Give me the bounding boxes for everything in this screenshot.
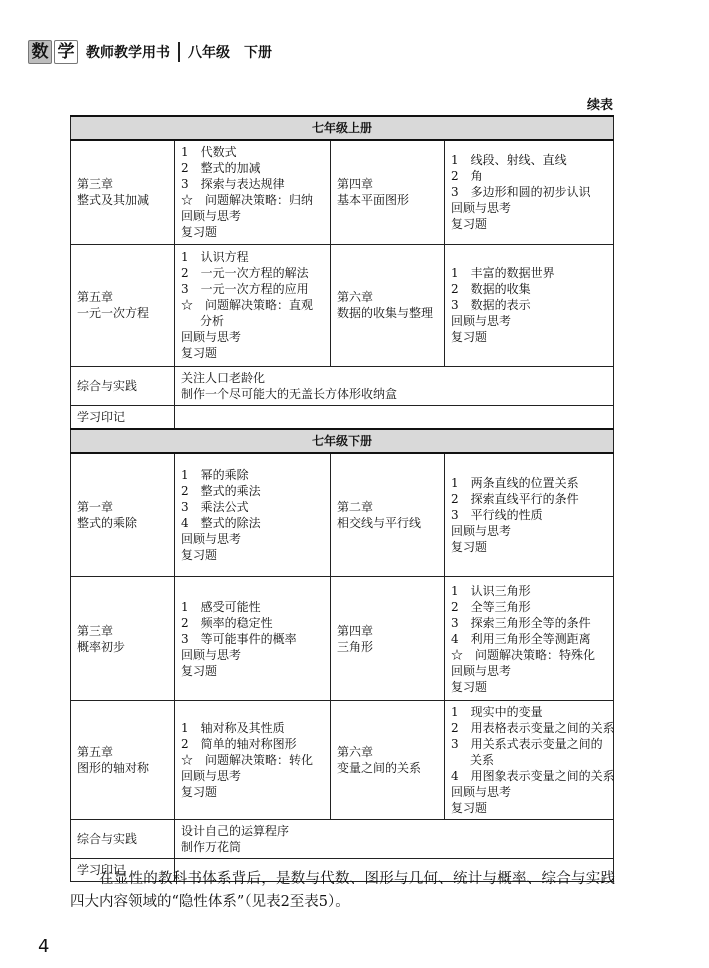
topic-item: 2 全等三角形	[451, 599, 531, 614]
topic-item: ☆ 问题解决策略：归纳	[181, 193, 314, 208]
topic-item: 3 数据的表示	[451, 298, 531, 312]
header-divider	[178, 42, 180, 62]
chapter-row	[71, 577, 614, 701]
practice-item: 制作万花筒	[181, 840, 242, 854]
topic-item: 回顾与思考	[181, 531, 242, 546]
chapter-name: 三角形	[337, 639, 374, 654]
topic-item: 1 认识方程	[181, 250, 249, 264]
chapter-name: 概率初步	[77, 639, 126, 654]
chapter-cell	[71, 244, 175, 366]
chapter-name: 整式的乘除	[77, 515, 138, 530]
topic-item: 1 两条直线的位置关系	[451, 475, 579, 490]
topic-item: 2 数据的收集	[451, 282, 531, 296]
body-paragraph: 在显性的教科书体系背后，是数与代数、图形与几何、统计与概率、综合与实践四大内容领域的“隐性体系”（见表2至表5）。	[70, 871, 615, 910]
topic-item: 1 代数式	[181, 145, 237, 160]
imprint-row	[71, 405, 614, 429]
running-header	[28, 38, 272, 66]
topic-item: 回顾与思考	[181, 330, 242, 344]
chapter-number: 第五章	[77, 745, 114, 759]
topic-item: 3 用关系式表示变量之间的	[451, 737, 603, 751]
chapter-row	[71, 140, 614, 244]
continued-label: 续表	[586, 98, 613, 113]
chapter-cell	[71, 453, 175, 577]
topic-item: 复习题	[451, 330, 488, 344]
chapter-number: 第一章	[77, 499, 114, 514]
chapter-number: 第五章	[77, 290, 114, 304]
chapter-number: 第三章	[77, 623, 114, 638]
practice-label: 综合与实践	[71, 820, 175, 859]
imprint-label: 学习印记	[71, 405, 175, 429]
chapter-name: 一元一次方程	[77, 306, 150, 320]
practice-item: 设计自己的运算程序	[181, 824, 290, 838]
topic-item: 回顾与思考	[181, 769, 242, 783]
topic-item: 3 一元一次方程的应用	[181, 282, 309, 296]
topic-item: 关系	[470, 753, 495, 767]
topic-list	[175, 701, 331, 820]
chapter-name: 图形的轴对称	[77, 761, 150, 775]
chapter-name: 整式及其加减	[77, 193, 150, 208]
topic-item: 1 幂的乘除	[181, 467, 249, 482]
chapter-row	[71, 244, 614, 366]
topic-item: 3 乘法公式	[181, 499, 249, 514]
chapter-cell	[71, 577, 175, 701]
topic-item: 回顾与思考	[451, 201, 512, 216]
topic-item: 回顾与思考	[451, 785, 512, 799]
practice-items	[175, 366, 614, 405]
topic-item: 1 轴对称及其性质	[181, 721, 285, 735]
topic-item: 1 感受可能性	[181, 599, 261, 614]
topic-item: 3 探索三角形全等的条件	[451, 615, 591, 630]
chapter-name: 基本平面图形	[337, 193, 410, 208]
topic-item: 4 整式的除法	[181, 515, 261, 530]
topic-item: 3 多边形和圆的初步认识	[451, 185, 591, 200]
chapter-name: 数据的收集与整理	[337, 306, 434, 320]
syllabus-table	[70, 115, 614, 882]
topic-item: ☆ 问题解决策略：转化	[181, 753, 314, 767]
topic-item: 2 整式的乘法	[181, 483, 261, 498]
topic-list	[445, 244, 614, 366]
topic-item: 分析	[200, 314, 225, 328]
topic-list	[445, 453, 614, 577]
chapter-name: 变量之间的关系	[337, 761, 422, 775]
topic-item: 3 平行线的性质	[451, 507, 543, 522]
chapter-number: 第四章	[337, 623, 374, 638]
topic-item: 复习题	[181, 346, 218, 360]
topic-item: ☆ 问题解决策略：特殊化	[451, 647, 596, 662]
chapter-row	[71, 701, 614, 820]
topic-item: 4 用图象表示变量之间的关系	[451, 769, 615, 783]
practice-row	[71, 820, 614, 859]
topic-item: 复习题	[181, 785, 218, 799]
book-title: 教师教学用书	[86, 45, 170, 61]
topic-item: 复习题	[181, 225, 218, 240]
topic-list	[175, 577, 331, 701]
topic-item: 1 认识三角形	[451, 583, 531, 598]
chapter-cell	[331, 701, 445, 820]
practice-item: 关注人口老龄化	[181, 370, 266, 385]
chapter-cell	[71, 701, 175, 820]
logo-char-1: 数	[28, 40, 52, 64]
imprint-cell	[175, 405, 614, 429]
topic-item: 2 角	[451, 169, 483, 184]
imprint-label: 学习印记	[71, 859, 175, 882]
chapter-cell	[331, 577, 445, 701]
chapter-number: 第六章	[337, 290, 374, 304]
topic-list	[175, 244, 331, 366]
page-number: 4	[38, 936, 50, 957]
section-header-row	[71, 116, 614, 140]
chapter-number: 第二章	[337, 499, 374, 514]
topic-item: 复习题	[451, 801, 488, 815]
topic-item: 2 用表格表示变量之间的关系	[451, 721, 615, 735]
chapter-name: 相交线与平行线	[337, 515, 422, 530]
topic-item: 1 现实中的变量	[451, 705, 543, 719]
practice-item: 制作一个尽可能大的无盖长方体形收纳盒	[181, 386, 398, 401]
subject-logo	[28, 40, 78, 64]
section-title: 七年级下册	[71, 429, 614, 453]
topic-item: 复习题	[181, 547, 218, 562]
topic-item: 2 简单的轴对称图形	[181, 737, 297, 751]
chapter-number: 第三章	[77, 177, 114, 192]
topic-list	[445, 577, 614, 701]
chapter-cell	[71, 140, 175, 244]
chapter-cell	[331, 140, 445, 244]
topic-item: 回顾与思考	[451, 314, 512, 328]
topic-list	[445, 701, 614, 820]
chapter-number: 第六章	[337, 745, 374, 759]
topic-item: 复习题	[181, 663, 218, 678]
topic-item: 2 一元一次方程的解法	[181, 266, 309, 280]
practice-row	[71, 366, 614, 405]
practice-label: 综合与实践	[71, 366, 175, 405]
practice-items	[175, 820, 614, 859]
topic-item: 1 丰富的数据世界	[451, 266, 555, 280]
topic-item: 复习题	[451, 217, 488, 232]
grade-label: 八年级 下册	[188, 45, 272, 61]
topic-item: 1 线段、射线、直线	[451, 153, 567, 168]
topic-list	[175, 453, 331, 577]
logo-char-2: 学	[54, 40, 78, 64]
chapter-number: 第四章	[337, 177, 374, 192]
topic-item: 3 探索与表达规律	[181, 177, 285, 192]
section-title: 七年级上册	[71, 116, 614, 140]
section-header-row	[71, 429, 614, 453]
topic-item: 4 利用三角形全等测距离	[451, 631, 591, 646]
chapter-cell	[331, 453, 445, 577]
topic-item: 回顾与思考	[451, 523, 512, 538]
topic-item: ☆ 问题解决策略：直观	[181, 298, 314, 312]
topic-item: 2 整式的加减	[181, 161, 261, 176]
chapter-cell	[331, 244, 445, 366]
topic-list	[445, 140, 614, 244]
topic-list	[175, 140, 331, 244]
topic-item: 回顾与思考	[451, 663, 512, 678]
topic-item: 2 探索直线平行的条件	[451, 491, 579, 506]
topic-item: 复习题	[451, 679, 488, 694]
topic-item: 回顾与思考	[181, 647, 242, 662]
topic-item: 3 等可能事件的概率	[181, 631, 297, 646]
topic-item: 复习题	[451, 539, 488, 554]
topic-item: 回顾与思考	[181, 209, 242, 224]
chapter-row	[71, 453, 614, 577]
topic-item: 2 频率的稳定性	[181, 615, 273, 630]
